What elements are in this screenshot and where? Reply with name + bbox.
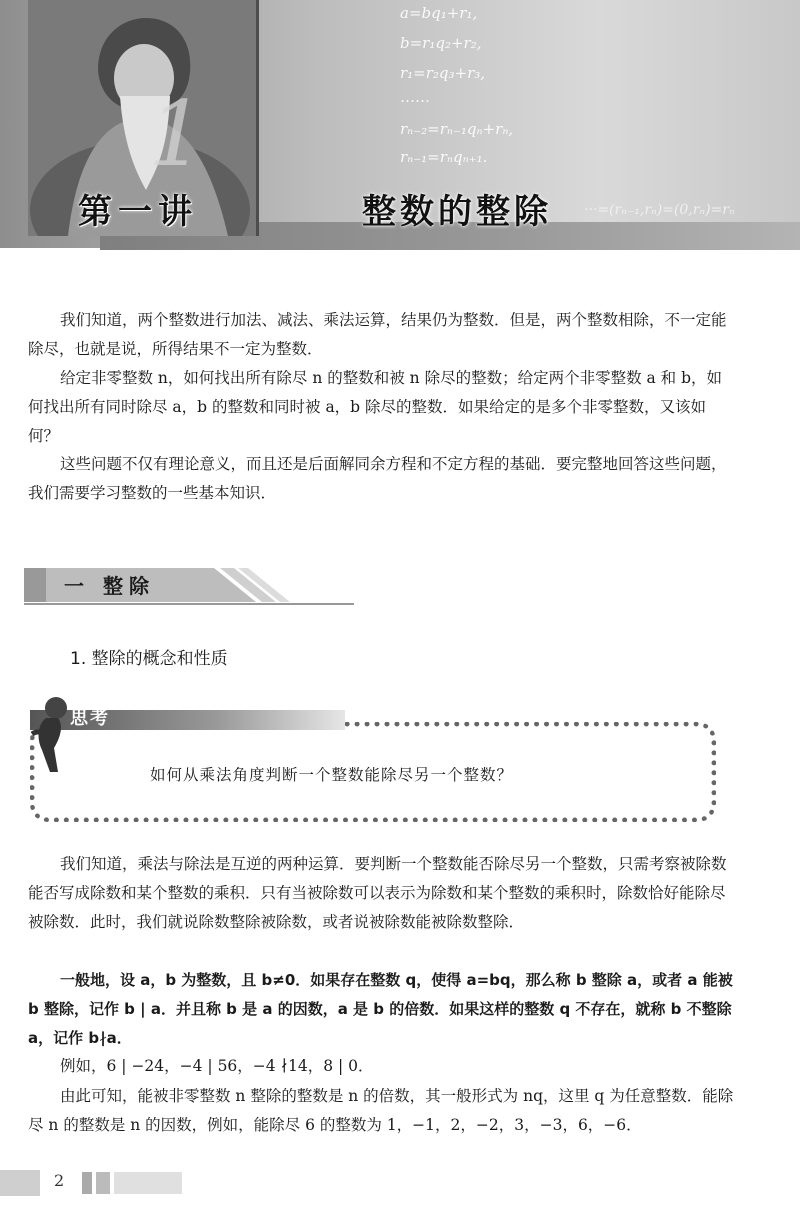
formula-line: rₙ₋₁=rₙqₙ₊₁. bbox=[400, 148, 488, 166]
body-paragraph: 由此可知，能被非零整数 n 整除的整数是 n 的倍数，其一般形式为 nq，这里 q 为任意整数．能除尽 n 的整数是 n 的因数，例如，能除尽 6 的整数为 1，−1，2，−2，3，−3，6，−6． bbox=[28, 1087, 734, 1134]
body-paragraph: 我们知道，乘法与除法是互逆的两种运算．要判断一个整数能否除尽另一个整数，只需考察被除数能否写成除数和某个整数的乘积．只有当被除数可以表示为除数和某个整数的乘积时，除数恰好能除尽被除数．此时，我们就说除数整除被除数，或者说被除数能被除数整除． bbox=[28, 855, 727, 931]
svg-text:1: 1 bbox=[148, 82, 206, 187]
think-question: 如何从乘法角度判断一个整数能除尽另一个整数？ bbox=[150, 766, 514, 784]
think-label: 思考 bbox=[70, 708, 110, 729]
intro-paragraph: 给定非零整数 n，如何找出所有除尽 n 的整数和被 n 除尽的整数；给定两个非零整数 a 和 b，如何找出所有同时除尽 a，b 的整数和同时被 a，b 除尽的整数．如果给定的是多个非零整数，又该如何？ bbox=[28, 369, 723, 445]
formula-line: a=bq₁+r₁, bbox=[400, 4, 478, 22]
intro-paragraph: 这些问题不仅有理论意义，而且还是后面解同余方程和不定方程的基础．要完整地回答这些问题，我们需要学习整数的一些基本知识． bbox=[28, 455, 727, 502]
subsection-title: 1. 整除的概念和性质 bbox=[70, 649, 228, 669]
definition-paragraph: 一般地，设 a，b 为整数，且 b≠0．如果存在整数 q，使得 a=bq，那么称 b 整除 a，或者 a 能被 b 整除，记作 b | a．并且称 b 是 a 的因数，a 是 b 的倍数．如果这样的整数 q 不存在，就称 b 不整除 a，记作 b∤a． bbox=[28, 971, 733, 1047]
intro-paragraph: 我们知道，两个整数进行加法、减法、乘法运算，结果仍为整数．但是，两个整数相除，不一定能除尽，也就是说，所得结果不一定为整数． bbox=[28, 311, 727, 358]
footer-bar bbox=[0, 1170, 182, 1196]
lecture-number: 第一讲 bbox=[78, 192, 198, 232]
formula-line: b=r₁q₂+r₂, bbox=[400, 34, 482, 52]
example-line: 例如，6 | −24，−4 | 56，−4 ∤14，8 | 0． bbox=[60, 1057, 374, 1075]
formula-line: rₙ₋₂=rₙ₋₁qₙ+rₙ, bbox=[400, 120, 514, 138]
section-title: 一 整除 bbox=[64, 574, 155, 598]
chapter-title: 整数的整除 bbox=[362, 192, 552, 232]
formula-tail: ···=(rₙ₋₁,rₙ)=(0,rₙ)=rₙ bbox=[584, 202, 735, 218]
page-number: 2 bbox=[54, 1171, 65, 1190]
formula-line: r₁=r₂q₃+r₃, bbox=[400, 64, 486, 82]
formula-line: …… bbox=[400, 88, 430, 106]
